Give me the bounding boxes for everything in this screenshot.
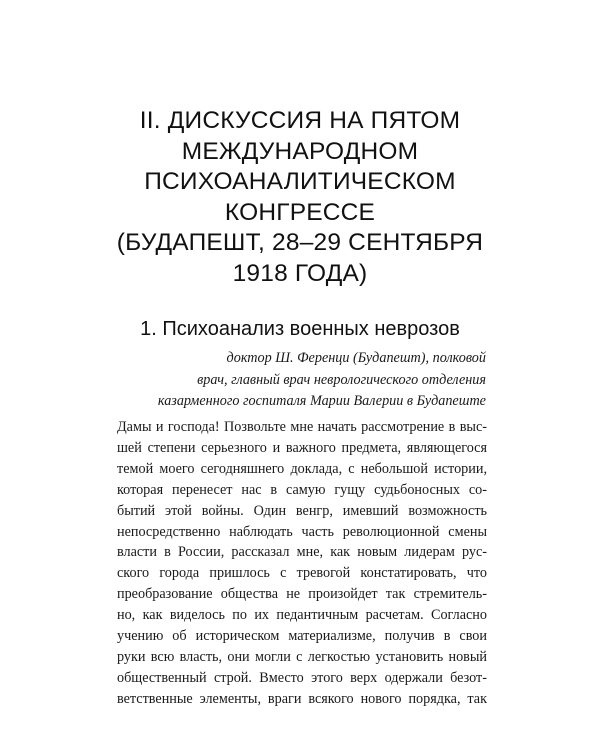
body-paragraph	[117, 417, 487, 710]
chapter-title	[60, 106, 540, 289]
chapter-title-line: ПСИХОАНАЛИТИЧЕСКОМ	[144, 168, 456, 195]
body-line: руки всю власть, они могли с легкостью установить новый	[117, 648, 487, 665]
body-line: общественный строй. Вместо этого верх одержали безот-	[117, 669, 487, 686]
body-line: которая перенесет нас в самую гущу судьбоносных со-	[117, 481, 487, 498]
body-line: учению об историческом материализме, получив в свои	[117, 628, 487, 645]
chapter-title-line: (БУДАПЕШТ, 28–29 СЕНТЯБРЯ	[116, 229, 484, 256]
author-line: доктор Ш. Ференци (Будапешт), полковой	[226, 350, 486, 366]
body-line: Дамы и господа! Позвольте мне начать рассмотрение в выс-	[117, 419, 487, 435]
body-line: темой моего сегодняшнего доклада, с небольшой истории,	[117, 460, 487, 477]
chapter-title-line: МЕЖДУНАРОДНОМ	[181, 137, 419, 165]
chapter-title-line: 1918 ГОДА)	[232, 259, 368, 287]
body-line: преобразование общества не произойдет так стремитель-	[117, 586, 487, 603]
body-line: но, как виделось по их педантичным расчетам. Согласно	[117, 607, 487, 624]
body-line: ского города пришлось с тревогой констатировать, что	[117, 565, 487, 582]
author-line: казарменного госпиталя Марии Валерии в Будапеште	[157, 393, 486, 409]
author-line: врач, главный врач неврологического отделения	[197, 371, 486, 388]
author-attribution	[66, 348, 486, 413]
body-line: непосредственно наблюдать часть революционной смены	[117, 523, 487, 540]
body-line: шей степени серьезного и важного предмета, являющегося	[117, 439, 487, 456]
chapter-title-line: КОНГРЕССЕ	[224, 198, 376, 226]
body-line: бытий этой войны. Один венгр, имевший возможность	[117, 502, 487, 519]
body-line: ветственные элементы, враги всякого нового порядка, так	[117, 690, 487, 707]
chapter-title-line: II. ДИСКУССИЯ НА ПЯТОМ	[139, 107, 461, 134]
body-line: власти в России, рассказал мне, как новым лидерам рус-	[117, 544, 487, 561]
section-title: 1. Психоанализ военных неврозов	[140, 318, 460, 340]
